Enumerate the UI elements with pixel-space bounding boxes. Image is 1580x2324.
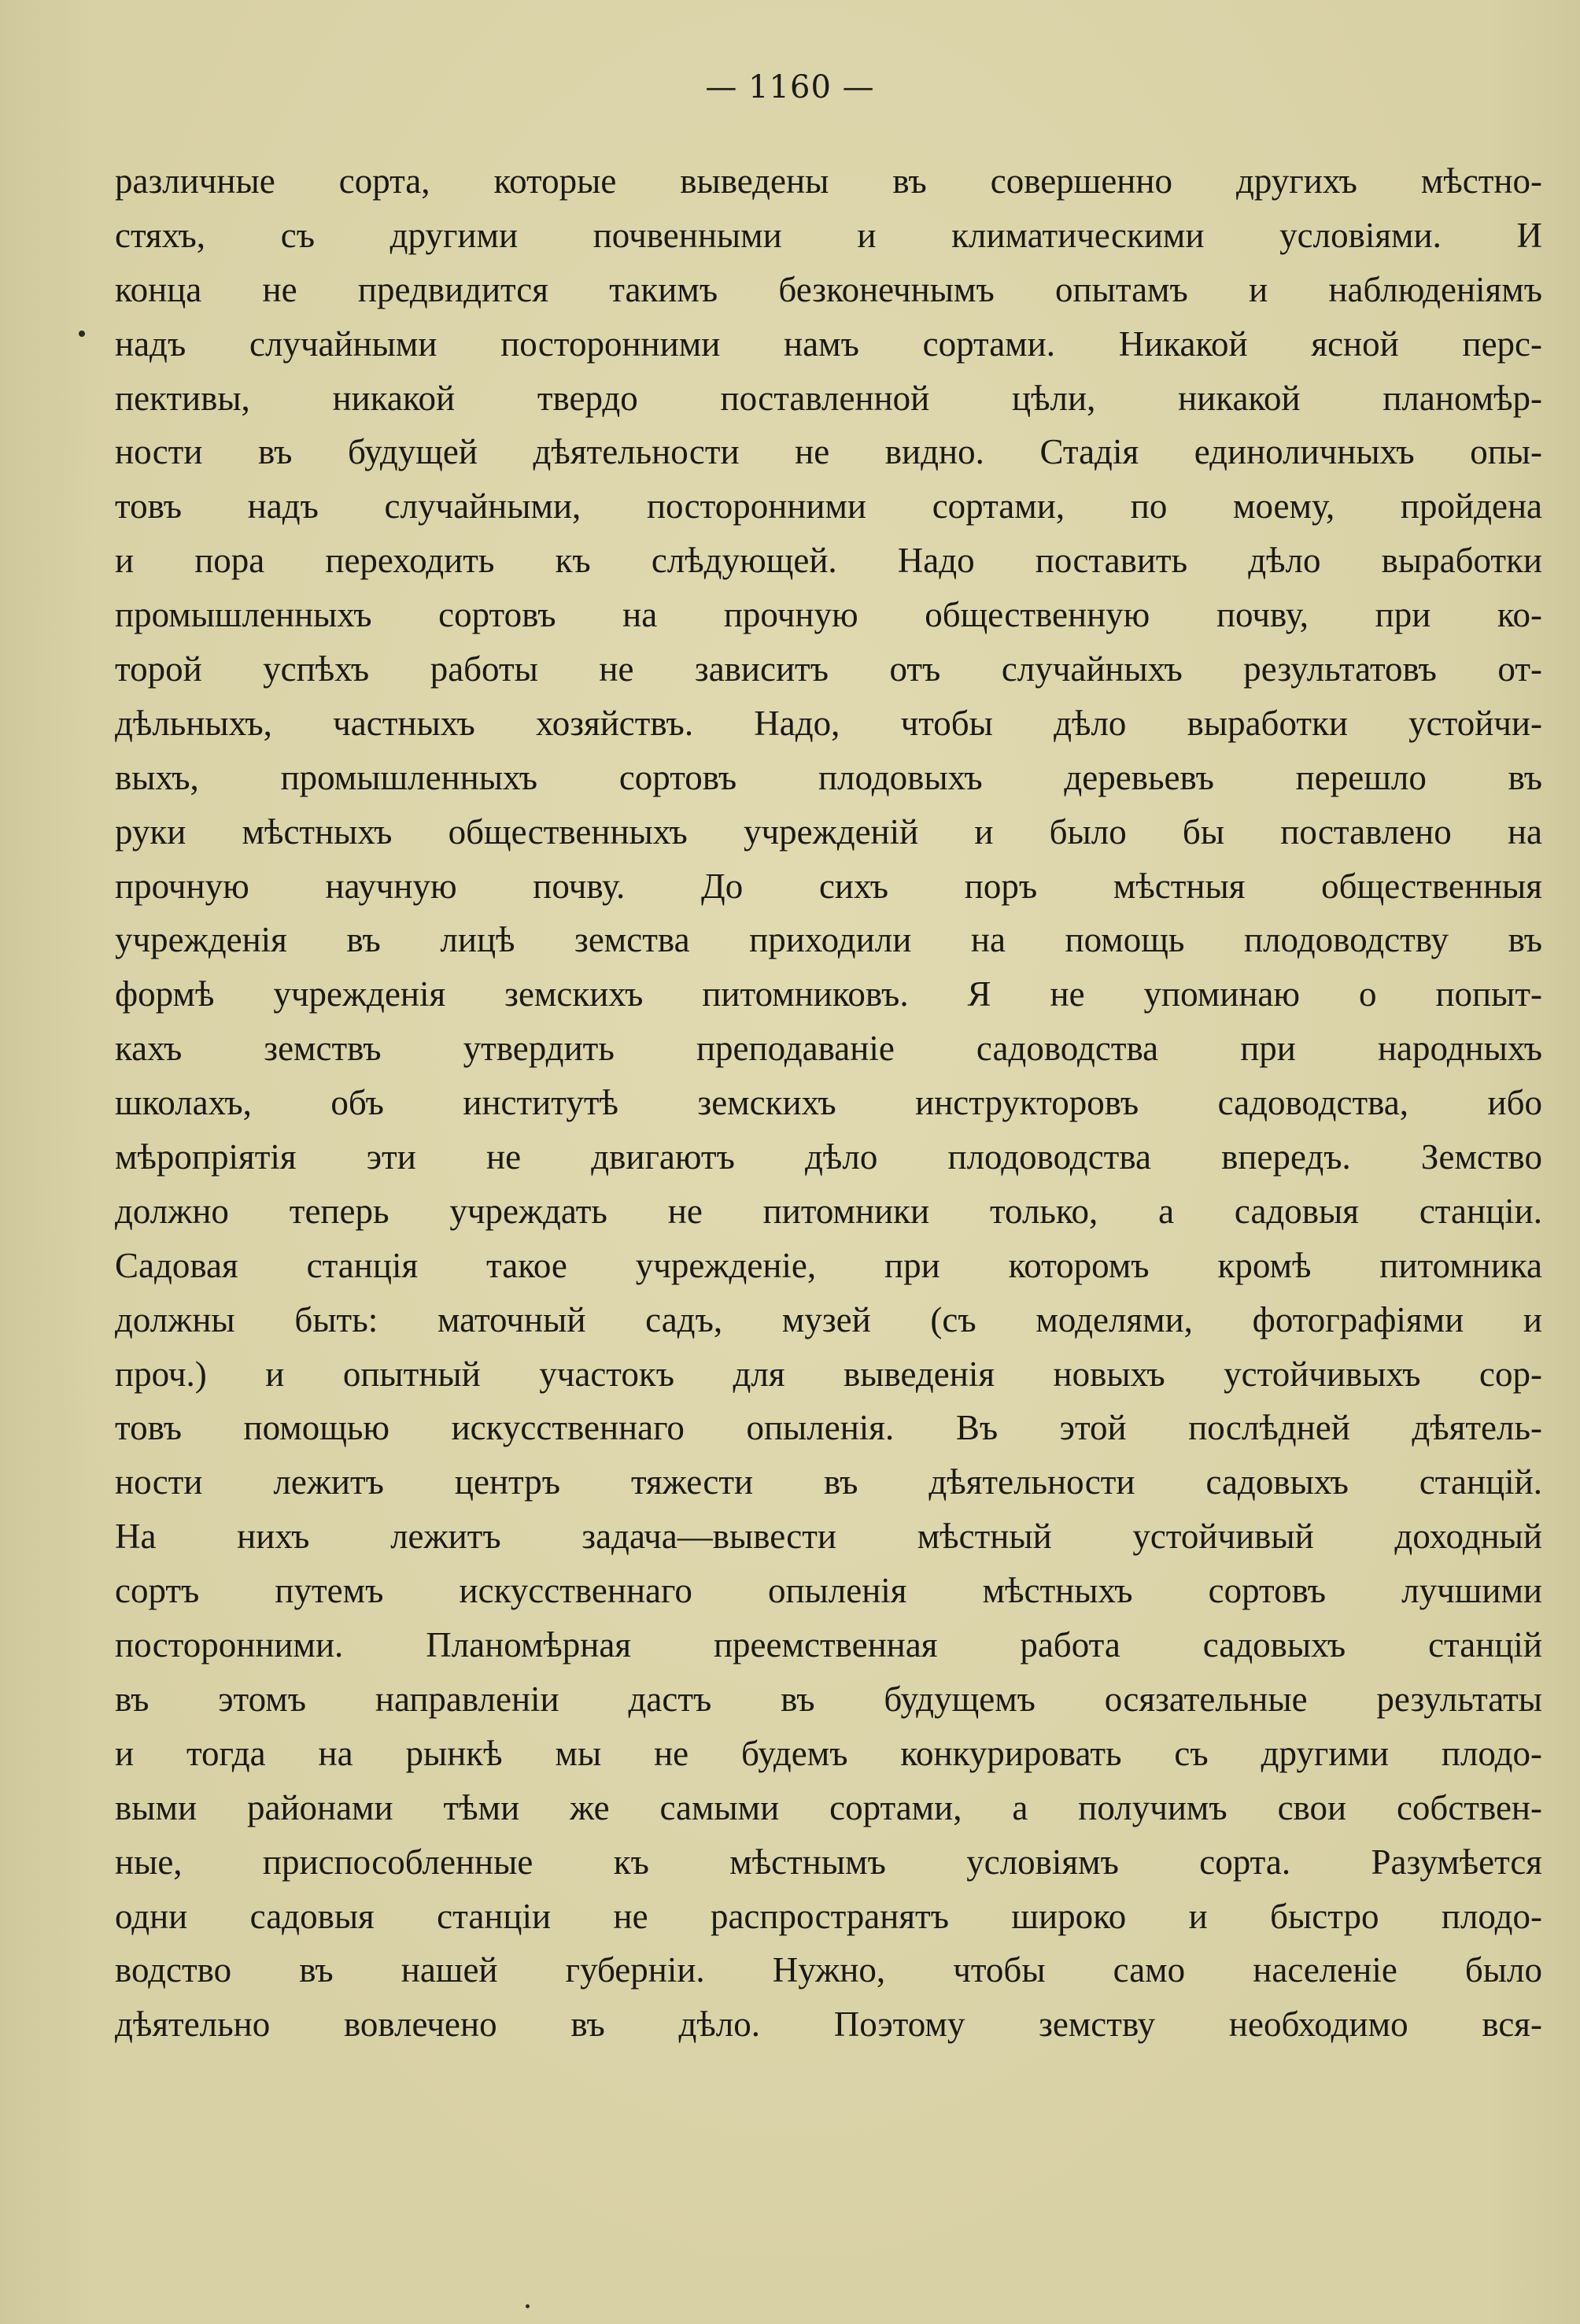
text-line: должны быть: маточный садъ, музей (съ моделями, фотографіями и <box>115 1299 1542 1339</box>
text-line: ности въ будущей дѣятельности не видно. Стадія единоличныхъ опы- <box>115 432 1542 472</box>
text-line: товъ помощью искусственнаго опыленія. Въ этой послѣдней дѣятель- <box>115 1408 1542 1448</box>
text-line: и тогда на рынкѣ мы не будемъ конкурировать съ другими плодо- <box>115 1733 1542 1773</box>
text-line: школахъ, объ институтѣ земскихъ инструкторовъ садоводства, ибо <box>115 1083 1542 1123</box>
text-line: стяхъ, съ другими почвенными и климатическими условіями. И <box>115 215 1542 255</box>
text-line: дѣятельно вовлечено въ дѣло. Поэтому земству необходимо вся- <box>115 2004 1542 2045</box>
text-line: выми районами тѣми же самыми сортами, а получимъ свои собствен- <box>115 1787 1542 1827</box>
page-number: — 1160 — <box>705 69 875 105</box>
text-line: ности лежитъ центръ тяжести въ дѣятельности садовыхъ станцій. <box>115 1462 1542 1502</box>
margin-dot <box>79 331 85 337</box>
text-line: товъ надъ случайными, посторонними сортами, по моему, пройдена <box>115 486 1542 527</box>
text-line: Садовая станція такое учрежденіе, при которомъ кромѣ питомника <box>115 1245 1542 1285</box>
text-line: дѣльныхъ, частныхъ хозяйствъ. Надо, чтобы дѣло выработки устойчи- <box>115 703 1542 743</box>
text-line: учрежденія въ лицѣ земства приходили на помощь плодоводству въ <box>115 920 1542 960</box>
text-line: торой успѣхъ работы не зависитъ отъ случайныхъ результатовъ от- <box>115 649 1542 689</box>
text-line: должно теперь учреждать не питомники только, а садовыя станціи. <box>115 1191 1542 1231</box>
text-line: посторонними. Планомѣрная преемственная работа садовыхъ станцій <box>115 1625 1542 1665</box>
text-line: На нихъ лежитъ задача—вывести мѣстный устойчивый доходный <box>115 1517 1542 1557</box>
text-line: надъ случайными посторонними намъ сортами. Никакой ясной перс- <box>115 323 1542 364</box>
text-line: выхъ, промышленныхъ сортовъ плодовыхъ деревьевъ перешло въ <box>115 757 1542 797</box>
text-line: различные сорта, которые выведены въ совершенно другихъ мѣстно- <box>115 161 1542 201</box>
text-line: водство въ нашей губерніи. Нужно, чтобы само населеніе было <box>115 1950 1542 1990</box>
text-line: пективы, никакой твердо поставленной цѣли, никакой планомѣр- <box>115 378 1542 418</box>
text-line: кахъ земствъ утвердить преподаваніе садоводства при народныхъ <box>115 1029 1542 1069</box>
text-line: промышленныхъ сортовъ на прочную общественную почву, при ко- <box>115 595 1542 635</box>
text-line: руки мѣстныхъ общественныхъ учрежденій и было бы поставлено на <box>115 811 1542 852</box>
text-line: формѣ учрежденія земскихъ питомниковъ. Я не упоминаю о попыт- <box>115 974 1542 1014</box>
text-line: конца не предвидится такимъ безконечнымъ опытамъ и наблюденіямъ <box>115 269 1542 309</box>
text-line: въ этомъ направленіи дастъ въ будущемъ осязательные результаты <box>115 1679 1542 1719</box>
text-line: и пора переходить къ слѣдующей. Надо поставить дѣло выработки <box>115 541 1542 581</box>
text-line: ные, приспособленные къ мѣстнымъ условіямъ сорта. Разумѣется <box>115 1842 1542 1882</box>
body-text <box>115 154 1542 2052</box>
text-line: мѣропріятія эти не двигаютъ дѣло плодоводства впередъ. Земство <box>115 1137 1542 1177</box>
text-line: сортъ путемъ искусственнаго опыленія мѣстныхъ сортовъ лучшими <box>115 1571 1542 1611</box>
text-line: одни садовыя станціи не распространятъ широко и быстро плодо- <box>115 1896 1542 1936</box>
bottom-dot <box>526 2304 530 2308</box>
text-line: проч.) и опытный участокъ для выведенія новыхъ устойчивыхъ сор- <box>115 1354 1542 1394</box>
text-line: прочную научную почву. До сихъ поръ мѣстныя общественныя <box>115 866 1542 906</box>
